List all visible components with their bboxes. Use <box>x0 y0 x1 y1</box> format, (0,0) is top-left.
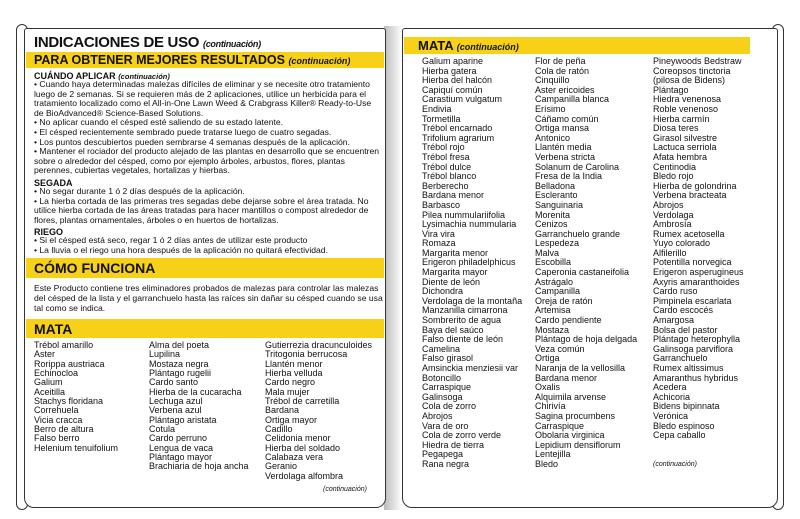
list-item: Plántago rugelii <box>149 368 212 379</box>
list-item: Lepidium densiflorum <box>535 439 621 450</box>
list-item: Bardana menor <box>422 190 485 201</box>
list-item: Trébol de carretilla <box>265 396 340 407</box>
list-item: Antonico <box>535 132 571 143</box>
list-item: Carastium vulgatum <box>422 94 503 105</box>
list-item: Hierba de golondrina <box>653 180 737 191</box>
list-item: Garranchuelo grande <box>535 228 621 239</box>
list-item: Baya del saúco <box>422 324 484 335</box>
list-item: Bledo <box>535 458 559 469</box>
list-item: perennes, cubiertas vegetales, hortalizas y hierbas. <box>34 165 230 176</box>
right-column-2 <box>535 57 637 470</box>
when-apply-text: CUÁNDO APLICAR <box>34 71 116 81</box>
list-item: Dichondra <box>422 286 464 297</box>
list-item: Correhuela <box>34 405 79 416</box>
list-item: Ortiga mansa <box>535 123 590 134</box>
weeds-heading: MATA <box>34 321 73 337</box>
list-item: Sagina procumbens <box>535 410 616 421</box>
weeds-band <box>26 319 384 338</box>
weeds-column-3 <box>265 341 372 481</box>
list-item: Hierba del soldado <box>265 442 341 453</box>
list-item: Margarita mayor <box>422 267 488 278</box>
list-item: Galinsoga parviflora <box>653 343 734 354</box>
list-item: Malva <box>535 247 560 258</box>
list-item: Verbena stricta <box>535 151 596 162</box>
list-item: Trébol encarnado <box>422 123 493 134</box>
list-item: Pegapega <box>422 449 464 460</box>
list-item: (pilosa de Bidens) <box>653 75 726 86</box>
list-item: Rumex altissimus <box>653 363 724 373</box>
page-title <box>34 34 261 51</box>
list-item: Aster ericoides <box>535 84 595 95</box>
list-item: Endivia <box>422 103 452 114</box>
list-item: Cola de ratón <box>535 65 590 76</box>
list-item: Trébol dulce <box>422 161 472 172</box>
list-item: Centinodia <box>653 161 697 172</box>
list-item: Geranio <box>265 461 298 472</box>
list-item: Galium <box>34 377 63 388</box>
right-column-3 <box>653 57 744 441</box>
list-item: Axyris amaranthoides <box>653 276 740 287</box>
list-item: Helenium tenuifolium <box>34 442 119 453</box>
list-item: Llantén media <box>535 142 592 153</box>
list-item: Pineywoods Bedstraw <box>653 56 742 66</box>
list-item: Margarita menor <box>422 247 489 258</box>
list-item: Coreopsos tinctoria <box>653 65 731 76</box>
list-item: Cardo escocés <box>653 305 714 316</box>
when-apply-list <box>34 80 379 176</box>
list-item: Naranja de la vellosilla <box>535 363 626 373</box>
list-item: Calabaza vera <box>265 452 324 463</box>
list-item: Rumex acetosella <box>653 228 725 239</box>
list-item: Aceitilla <box>34 386 66 397</box>
list-item: Lechuga azul <box>149 396 203 407</box>
list-item: Veza común <box>535 343 585 354</box>
mowing-heading: SEGADA <box>34 178 73 188</box>
list-item: Hiedra venenosa <box>653 94 722 105</box>
how-works-heading: CÓMO FUNCIONA <box>34 260 156 276</box>
list-item: Flor de peña <box>535 56 586 66</box>
list-item: Cepa caballo <box>653 430 706 441</box>
list-item: • La hierba cortada de las primeras tres segadas debe dejarse sobre el área tratada. No <box>34 195 369 206</box>
list-item: Amsinckia menziesii var <box>422 363 519 373</box>
list-item: Lupilina <box>149 349 181 360</box>
list-item: Cotula <box>149 424 176 435</box>
list-item: Cáñamo común <box>535 113 599 124</box>
how-works-text <box>34 283 383 314</box>
best-results-continued: (continuación) <box>288 56 351 66</box>
list-item: Escobilla <box>535 257 572 268</box>
list-item: Trébol amarillo <box>34 340 94 350</box>
list-item: Potentilla norvegica <box>653 257 732 268</box>
list-item: • La lluvia o el riego una hora después de la aplicación no quitará efectividad. <box>34 244 328 255</box>
list-item: Carraspique <box>422 382 472 393</box>
list-item: Trébol fresa <box>422 151 470 162</box>
list-item: Cenizos <box>535 219 568 230</box>
list-item: luego de 2 semanas. Si se requieren más de 2 aplicaciones, utilice un herbicida para el <box>34 88 367 99</box>
best-results-heading <box>34 53 350 67</box>
list-item: Berro de altura <box>34 424 94 435</box>
list-item: Galium aparine <box>422 56 484 66</box>
list-item: Bolsa del pastor <box>653 324 718 335</box>
list-item: Girasol silvestre <box>653 132 718 143</box>
list-item: Galinsoga <box>422 391 463 402</box>
list-item: sobre o alrededor del césped, como por ejemplo árboles, arbustos, flores, plantas <box>34 155 345 166</box>
list-item: Rorippa austriaca <box>34 358 105 369</box>
list-item: Mostaza <box>535 324 570 335</box>
list-item: • Cuando haya determinadas malezas difíciles de eliminar y se necesite otro tratamiento <box>34 79 370 89</box>
list-item: Lysimachia nummularia <box>422 219 517 230</box>
list-item: Brachiaria de hoja ancha <box>149 461 249 472</box>
list-item: Bledo rojo <box>653 171 694 182</box>
list-item: Roble venenoso <box>653 103 719 114</box>
list-item: Falso girasol <box>422 353 474 364</box>
list-item: Achicoria <box>653 391 691 402</box>
list-item: Alquimila arvense <box>535 391 607 402</box>
right-continued-note: (continuación) <box>653 461 697 468</box>
right-heading-continued: (continuación) <box>456 42 519 52</box>
list-item: Aster <box>34 349 56 360</box>
continued-note: (continuación) <box>323 486 367 493</box>
list-item: Hierba de la cucaracha <box>149 386 242 397</box>
list-item: Belladona <box>535 180 576 191</box>
list-item: Chirivía <box>535 401 566 412</box>
right-column-1 <box>422 57 522 470</box>
list-item: Plántago mayor <box>149 452 213 463</box>
list-item: Cardo perruno <box>149 433 208 444</box>
list-item: Tormetilla <box>422 113 461 124</box>
list-item: Morenita <box>535 209 571 220</box>
list-item: Caperonia castaneifolia <box>535 267 630 278</box>
list-item: Astrágalo <box>535 276 574 287</box>
list-item: Oxalis <box>535 382 561 393</box>
list-item: Capiquí común <box>422 84 483 95</box>
list-item: Trébol blanco <box>422 171 477 182</box>
list-item: Abrojos <box>653 199 684 210</box>
list-item: Campanilla blanca <box>535 94 610 105</box>
paragraph-line: del césped de la lista y el garranchuelo hasta las raíces sin dañar su césped cuando se usa <box>34 293 383 304</box>
list-item: Plántago <box>653 84 689 95</box>
list-item: Afata hembra <box>653 151 708 162</box>
list-item: Lengua de vaca <box>149 442 214 453</box>
paragraph-line: Este Producto contiene tres eliminadores probados de malezas para controlar las malezas <box>34 283 379 293</box>
list-item: Bardana <box>265 405 300 416</box>
list-item: Oreja de ratón <box>535 295 593 306</box>
list-item: Solanum de Carolina <box>535 161 620 172</box>
right-weeds-heading <box>418 38 519 53</box>
list-item: Gutierrezia dracunculoides <box>265 340 373 350</box>
list-item: Berberecho <box>422 180 469 191</box>
list-item: Vira vira <box>422 228 455 239</box>
list-item: Cola de zorro verde <box>422 430 502 441</box>
list-item: Verbena azul <box>149 405 202 416</box>
watering-heading: RIEGO <box>34 227 64 237</box>
list-item: Yuyo colorado <box>653 238 711 249</box>
list-item: Plántago heterophylla <box>653 334 741 345</box>
list-item: Bidens bipinnata <box>653 401 720 412</box>
watering-list <box>34 236 328 255</box>
list-item: Verdolaga alfombra <box>265 470 344 481</box>
list-item: Abrojos <box>422 410 453 421</box>
list-item: Hierba gatera <box>422 65 477 76</box>
list-item: Erigeron philadelphicus <box>422 257 516 268</box>
list-item: Lespedeza <box>535 238 580 249</box>
list-item: Falso berro <box>34 433 80 444</box>
list-item: Lactuca serriola <box>653 142 717 153</box>
list-item: Cardo ruso <box>653 286 698 297</box>
list-item: Ambrosía <box>653 219 692 230</box>
weeds-column-1 <box>34 341 118 453</box>
list-item: • Si el césped está seco, regar 1 ó 2 días antes de utilizar este producto <box>34 235 308 245</box>
list-item: Hiedra de tierra <box>422 439 485 450</box>
list-item: Tritogonia berrucosa <box>265 349 348 360</box>
list-item: flores, plantas ornamentales, árboles o en huertos de hortalizas. <box>34 214 279 225</box>
list-item: Alma del poeta <box>149 340 210 350</box>
mowing-list <box>34 187 369 225</box>
list-item: Fresa de la India <box>535 171 603 182</box>
list-item: Botoncillo <box>422 372 462 383</box>
list-item: Escleranto <box>535 190 578 201</box>
title-continued: (continuación) <box>203 39 261 49</box>
list-item: Ortiga <box>535 353 560 364</box>
list-item: Ortiga mayor <box>265 414 318 425</box>
list-item: Acedera <box>653 382 687 393</box>
list-item: Barbasco <box>422 199 461 210</box>
list-item: Verdolaga <box>653 209 694 220</box>
book-spine <box>384 26 402 510</box>
weeds-column-2 <box>149 341 249 472</box>
list-item: Llantén menor <box>265 358 323 369</box>
list-item: Falso diente de león <box>422 334 504 345</box>
list-item: Erísimo <box>535 103 566 114</box>
list-item: Celidonia menor <box>265 433 331 444</box>
list-item: Vara de oro <box>422 420 469 431</box>
list-item: de BioAdvanced® Science-Based Solutions. <box>34 107 204 118</box>
list-item: Verdolaga de la montaña <box>422 295 523 306</box>
list-item: Cinquillo <box>535 75 570 86</box>
list-item: Plántago aristata <box>149 414 217 425</box>
list-item: Hierba carmín <box>653 113 710 124</box>
left-page <box>24 28 386 508</box>
list-item: • Los puntos descubiertos pueden sembrarse 4 semanas después de la aplicación. <box>34 136 350 147</box>
list-item: Diente de león <box>422 276 481 287</box>
best-results-text: PARA OBTENER MEJORES RESULTADOS <box>34 53 285 67</box>
list-item: Verónica <box>653 410 689 421</box>
list-item: Garranchuelo <box>653 353 708 364</box>
list-item: Verbena bracteata <box>653 190 727 201</box>
list-item: Romaza <box>422 238 456 249</box>
list-item: Rana negra <box>422 458 470 469</box>
list-item: Cardo pendiente <box>535 315 602 326</box>
title-text: INDICACIONES DE USO <box>34 34 200 51</box>
list-item: Trifolium agrarium <box>422 132 495 143</box>
list-item: • No segar durante 1 ó 2 días después de la aplicación. <box>34 186 245 196</box>
list-item: Camelina <box>422 343 461 354</box>
list-item: Hierba del halcón <box>422 75 493 86</box>
list-item: Cadillo <box>265 424 293 435</box>
list-item: utilice hierba cortada de las áreas tratadas para hacer mantillos o compost alrededor de <box>34 205 369 216</box>
list-item: Trébol rojo <box>422 142 465 153</box>
list-item: Bardana menor <box>535 372 598 383</box>
list-item: Diosa teres <box>653 123 699 134</box>
list-item: Vicia cracca <box>34 414 83 425</box>
list-item: Erigeron asperugineus <box>653 267 744 278</box>
list-item: Lentejilla <box>535 449 571 460</box>
list-item: Cola de zorro <box>422 401 477 412</box>
list-item: Mostaza negra <box>149 358 209 369</box>
list-item: Cardo negro <box>265 377 316 388</box>
list-item: • El césped recientemente sembrado puede tratarse luego de cuatro segadas. <box>34 126 332 137</box>
paragraph-line: tal como se indica. <box>34 303 106 314</box>
list-item: Plántago de hoja delgada <box>535 334 638 345</box>
when-apply-continued: (continuación) <box>118 72 170 81</box>
list-item: Bledo espinoso <box>653 420 715 431</box>
list-item: Artemisa <box>535 305 571 316</box>
list-item: tratamiento localizado como el All-in-One Lawn Weed & Crabgrass Killer® Ready-to-Use <box>34 98 372 109</box>
list-item: Obolaria virginica <box>535 430 605 441</box>
list-item: Cardo santo <box>149 377 199 388</box>
list-item: Manzanilla cimarrona <box>422 305 508 316</box>
list-item: • No aplicar cuando el césped esté saliendo de su estado latente. <box>34 117 284 128</box>
list-item: Stachys floridana <box>34 396 104 407</box>
list-item: Pimpinela escarlata <box>653 295 732 306</box>
list-item: Hierba velluda <box>265 368 323 379</box>
list-item: Sombrerito de agua <box>422 315 502 326</box>
list-item: Sanguinaria <box>535 199 584 210</box>
list-item: Carraspique <box>535 420 585 431</box>
list-item: Amaranthus hybridus <box>653 372 739 383</box>
list-item: Pilea nummulariifolia <box>422 209 506 220</box>
list-item: Amargosa <box>653 315 695 326</box>
list-item: Campanilla <box>535 286 581 297</box>
list-item: Alfilerillo <box>653 247 687 258</box>
list-item: Mala mujer <box>265 386 310 397</box>
right-heading-text: MATA <box>418 38 454 53</box>
list-item: • Mantener el rociador del producto alejado de las plantas en desarrollo que se encuentren <box>34 146 380 157</box>
list-item: Echinocloa <box>34 368 79 379</box>
right-page <box>402 28 778 508</box>
